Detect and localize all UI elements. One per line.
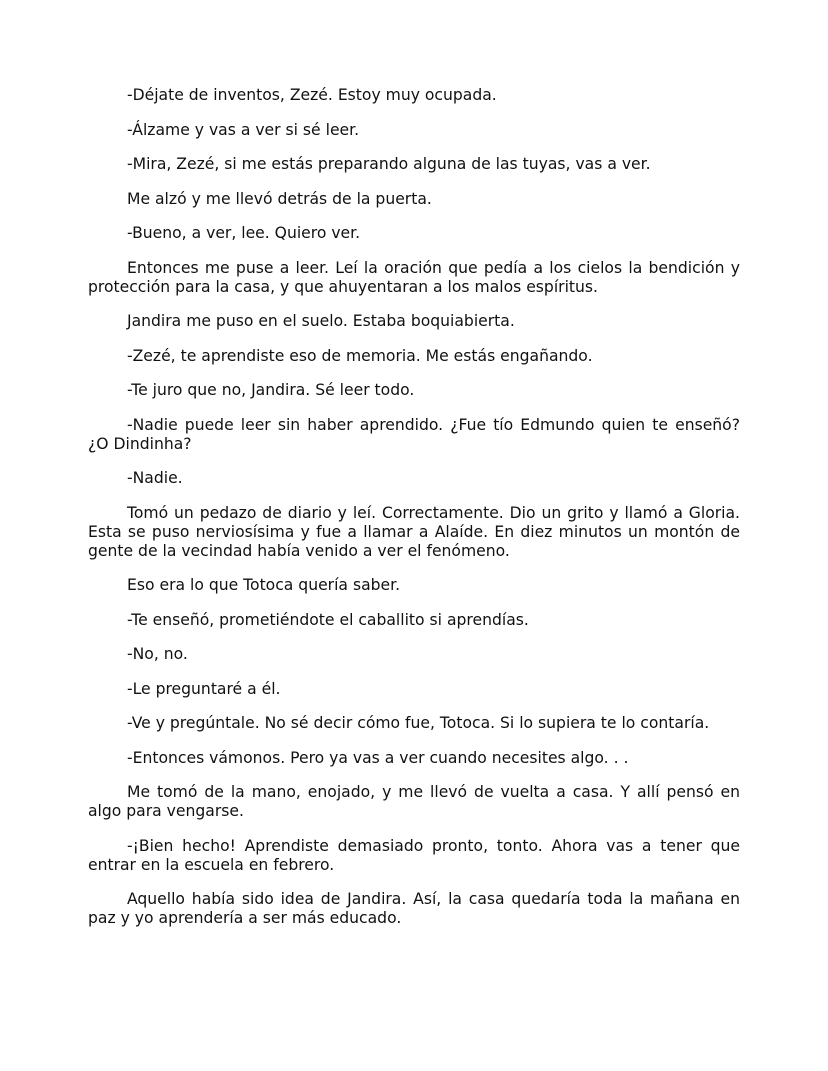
paragraph: Me alzó y me llevó detrás de la puerta.: [127, 189, 432, 208]
paragraph: -Te enseñó, prometiéndote el caballito si aprendías.: [127, 610, 529, 629]
paragraph: -Zezé, te aprendiste eso de memoria. Me estás engañando.: [127, 346, 593, 365]
paragraph: -Le preguntaré a él.: [127, 679, 281, 698]
paragraph: -Álzame y vas a ver si sé leer.: [127, 120, 360, 139]
paragraph: Me tomó de la mano, enojado, y me llevó de vuelta a casa. Y allí pensó en algo para vengarse.: [88, 783, 740, 820]
document-page: [88, 86, 740, 944]
paragraph: -¡Bien hecho! Aprendiste demasiado pronto, tonto. Ahora vas a tener que entrar en la escuela en febrero.: [88, 836, 740, 874]
paragraph: -Mira, Zezé, si me estás preparando alguna de las tuyas, vas a ver.: [127, 155, 651, 173]
paragraph: Eso era lo que Totoca quería saber.: [127, 576, 401, 594]
paragraph: -No, no.: [127, 645, 188, 663]
paragraph: -Déjate de inventos, Zezé. Estoy muy ocupada.: [127, 86, 497, 104]
paragraph: -Ve y pregúntale. No sé decir cómo fue, Totoca. Si lo supiera te lo contaría.: [127, 714, 710, 732]
paragraph: -Nadie puede leer sin haber aprendido. ¿Fue tío Edmundo quien te enseñó? ¿O Dindinha?: [88, 415, 740, 453]
paragraph: -Bueno, a ver, lee. Quiero ver.: [127, 224, 361, 242]
paragraph: Tomó un pedazo de diario y leí. Correctamente. Dio un grito y llamó a Gloria. Esta se puso nerviosísima y fue a llamar a Alaíde. En diez minutos un montón de gente de la vecindad había venido a ver el fenómeno.: [88, 503, 740, 560]
paragraph: Aquello había sido idea de Jandira. Así, la casa quedaría toda la mañana en paz y yo aprendería a ser más educado.: [88, 890, 740, 927]
paragraph: Entonces me puse a leer. Leí la oración que pedía a los cielos la bendición y protección para la casa, y que ahuyentaran a los malos espíritus.: [88, 258, 740, 296]
paragraph: -Te juro que no, Jandira. Sé leer todo.: [127, 381, 415, 399]
paragraph: -Nadie.: [127, 469, 183, 487]
paragraph: Jandira me puso en el suelo. Estaba boquiabierta.: [127, 312, 515, 330]
paragraph: -Entonces vámonos. Pero ya vas a ver cuando necesites algo. . .: [127, 748, 629, 767]
